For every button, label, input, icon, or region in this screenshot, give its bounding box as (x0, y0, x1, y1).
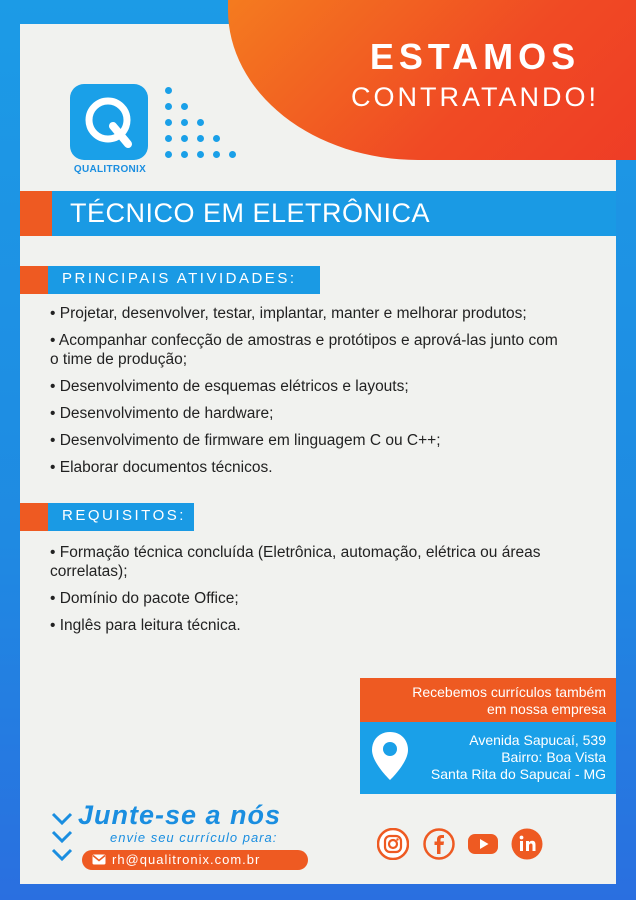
facebook-icon[interactable] (423, 828, 455, 860)
mail-icon (92, 854, 106, 865)
join-us-title: Junte-se a nós (78, 800, 282, 830)
instagram-icon[interactable] (377, 828, 409, 860)
address-city: Santa Rita do Sapucaí - MG (430, 766, 606, 782)
hiring-title-line2: CONTRATANDO! (351, 82, 599, 112)
list-item: • Inglês para leitura técnica. (50, 616, 615, 635)
also-receive-line1: Recebemos currículos também (412, 684, 606, 700)
activities-accent (20, 266, 48, 294)
address-street: Avenida Sapucaí, 539 (469, 732, 606, 748)
email-link[interactable] (82, 850, 308, 870)
list-item: • Acompanhar confecção de amostras e protótipos e aprová-las junto com o time de produção; (50, 331, 570, 369)
list-item: • Desenvolvimento de firmware em linguagem C ou C++; (50, 431, 615, 450)
requirements-heading: REQUISITOS: (62, 507, 186, 524)
requirements-accent (20, 503, 48, 531)
list-item: • Elaborar documentos técnicos. (50, 458, 615, 477)
company-name: QUALITRONIX (73, 164, 147, 175)
list-item: • Domínio do pacote Office; (50, 589, 615, 608)
job-title: TÉCNICO EM ELETRÔNICA (70, 198, 431, 228)
also-receive-box (360, 678, 616, 722)
list-item: • Desenvolvimento de esquemas elétricos e layouts; (50, 377, 615, 396)
activities-list (50, 304, 615, 485)
q-logo-icon (82, 94, 136, 150)
requirements-list (50, 543, 615, 643)
title-accent (20, 191, 52, 236)
list-item: • Projetar, desenvolver, testar, implantar, manter e melhorar produtos; (50, 304, 615, 323)
chevron-down-icon (50, 810, 74, 870)
list-item: • Desenvolvimento de hardware; (50, 404, 615, 423)
hiring-title-line1: ESTAMOS (369, 36, 581, 77)
email-address: rh@qualitronix.com.br (112, 852, 261, 867)
address-district: Bairro: Boa Vista (501, 749, 606, 765)
send-cv-text: envie seu currículo para: (110, 830, 278, 845)
location-pin-icon (370, 730, 410, 782)
linkedin-icon[interactable] (511, 828, 543, 860)
youtube-icon[interactable] (467, 828, 499, 860)
company-logo (70, 84, 148, 160)
also-receive-line2: em nossa empresa (486, 701, 606, 717)
activities-heading: PRINCIPAIS ATIVIDADES: (62, 270, 297, 287)
list-item: • Formação técnica concluída (Eletrônica, automação, elétrica ou áreas correlatas); (50, 543, 580, 581)
